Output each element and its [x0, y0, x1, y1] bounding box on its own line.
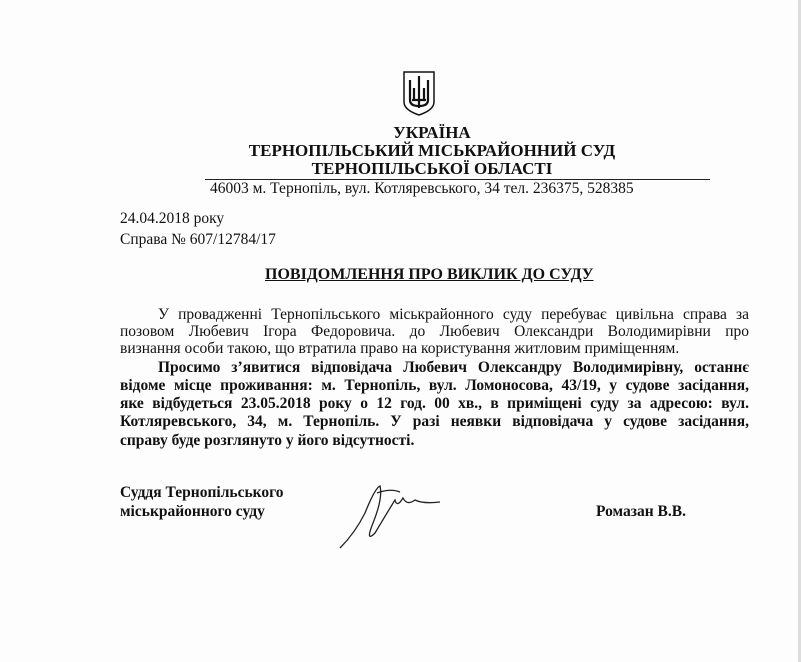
document-date: 24.04.2018 року [120, 210, 225, 227]
document-title: ПОВІДОМЛЕННЯ ПРО ВИКЛИК ДО СУДУ [265, 266, 594, 283]
case-number: Справа № 607/12784/17 [120, 231, 276, 248]
trident-emblem-icon [402, 70, 436, 116]
paragraph-line: позовом Любевич Ігора Федоровича. до Любевич Олександри Володимирівни про [120, 323, 749, 340]
paragraph-line: визнання особи такою, що втратила право на користування житловим приміщенням. [120, 340, 680, 357]
judge-name: Ромазан В.В. [596, 503, 686, 520]
paragraph-line: справу буде розглянуто у його відсутності. [120, 432, 415, 449]
court-address: 46003 м. Тернопіль, вул. Котляревського, 34 тел. 236375, 528385 [210, 180, 634, 197]
judge-position-line2: міськрайонного суду [120, 503, 265, 520]
court-heading: ТЕРНОПІЛЬСЬКИЙ МІСЬКРАЙОННИЙ СУД [248, 141, 616, 160]
country-heading: УКРАЇНА [393, 123, 471, 142]
paragraph-line: яке відбудеться 23.05.2018 року о 12 год. 00 хв., в приміщені суду за адресою: вул. [120, 395, 749, 412]
region-heading: ТЕРНОПІЛЬСЬКОЇ ОБЛАСТІ [311, 159, 553, 178]
paragraph-line: У провадженні Тернопільського міськрайонного суду перебуває цивільна справа за [158, 306, 749, 323]
paragraph-line: відоме місце проживання: м. Тернопіль, вул. Ломоносова, 43/19, у судове засідання, [120, 377, 749, 394]
paragraph-line: Котляревського, 34, м. Тернопіль. У разі неявки відповідача у судове засідання, [120, 413, 749, 430]
judge-position-line1: Суддя Тернопільського [120, 484, 284, 501]
paragraph-line: Просимо з’явитися відповідача Любевич Олександру Володимирівну, останнє [158, 359, 749, 376]
handwritten-signature [335, 478, 445, 553]
